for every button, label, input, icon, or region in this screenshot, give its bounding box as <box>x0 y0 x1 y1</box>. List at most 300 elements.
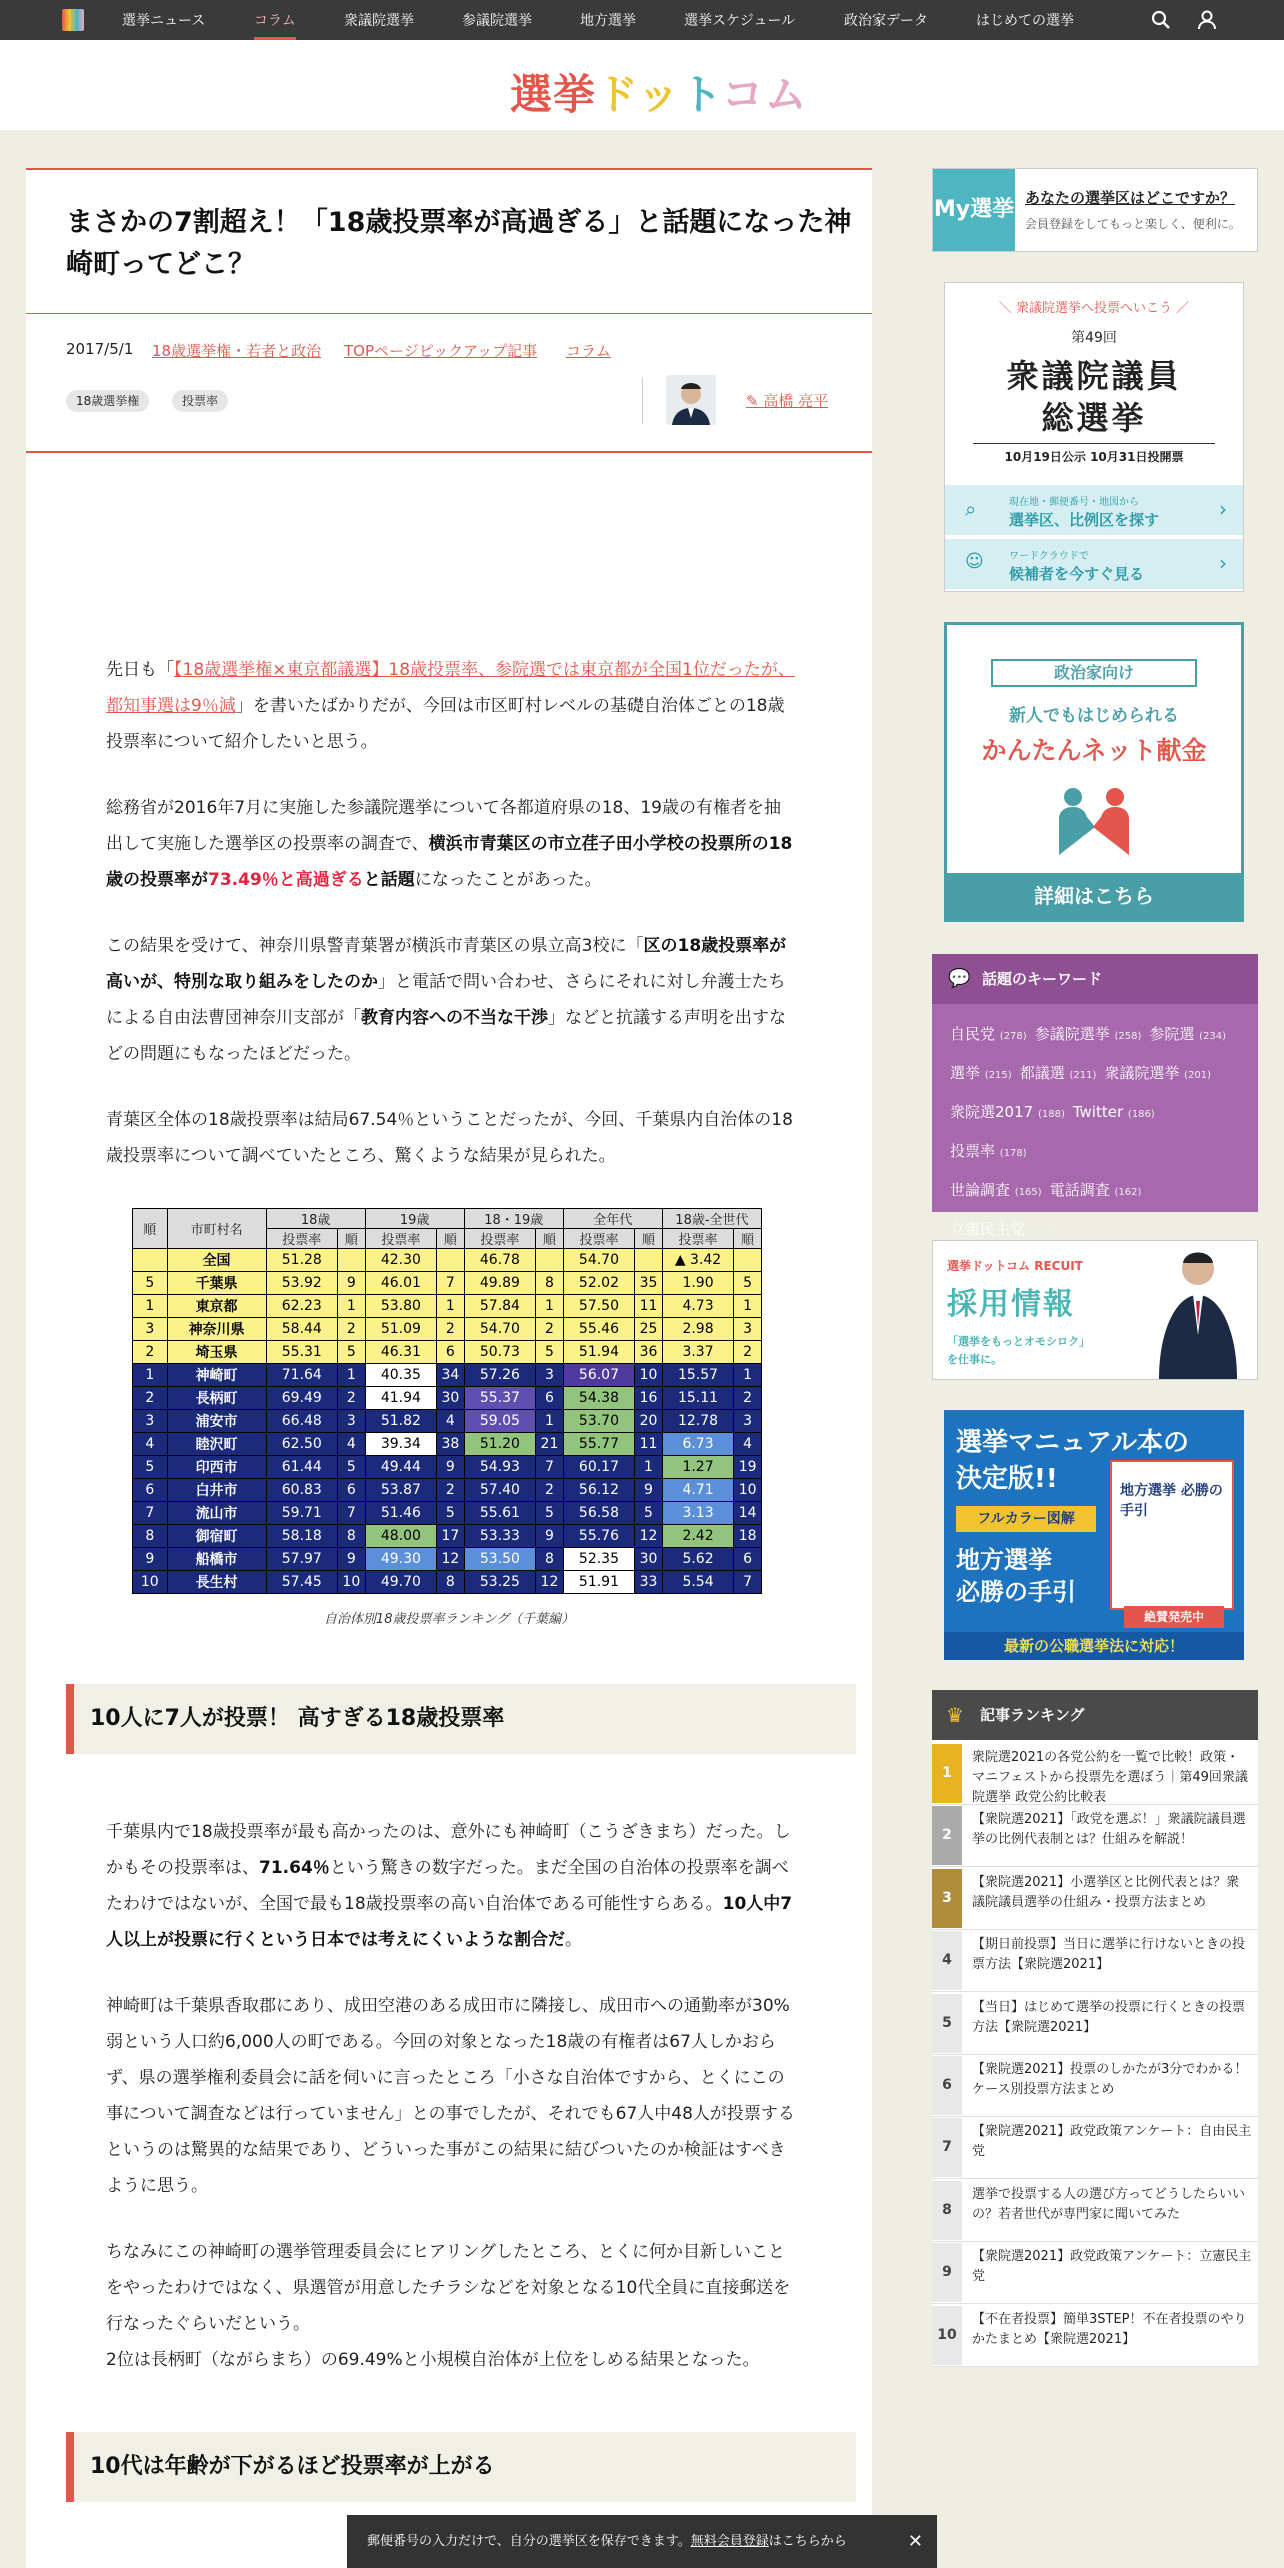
ranking-number: 4 <box>932 1931 962 1990</box>
tag-18senkyoken[interactable]: 18歳選挙権 <box>66 390 149 412</box>
ranking-number: 5 <box>932 1994 962 2053</box>
p2-text-d: になったことがあった。 <box>414 870 602 890</box>
author-avatar[interactable] <box>666 375 716 425</box>
ranking-table <box>132 1208 762 1594</box>
table-cell: 3 <box>734 1410 762 1433</box>
table-cell: 2 <box>133 1387 168 1410</box>
recruit-banner[interactable] <box>932 1240 1258 1380</box>
ranking-item[interactable] <box>932 1992 1258 2055</box>
ranking-title-text: 【衆院選2021】政党政策アンケート：自由民主党 <box>972 2124 1252 2160</box>
banner2-line1: 新人でもはじめられる <box>1009 706 1179 726</box>
table-cell: 56.07 <box>563 1364 634 1387</box>
keyword-link[interactable] <box>1035 1025 1142 1043</box>
keyword-count: (162) <box>1114 1187 1142 1198</box>
table-cell: 16 <box>635 1387 663 1410</box>
ranking-number: 6 <box>932 2056 962 2115</box>
table-cell: 1 <box>133 1364 168 1387</box>
table-cell: 38 <box>437 1433 465 1456</box>
my-senkyo-box[interactable] <box>932 168 1258 252</box>
th-sub: 順 <box>338 1229 366 1249</box>
table-cell: 全国 <box>167 1249 266 1272</box>
table-cell: 2.42 <box>662 1525 733 1548</box>
table-cell: 1 <box>437 1295 465 1318</box>
keyword-count: (178) <box>999 1148 1027 1159</box>
nav-item-news[interactable]: 選挙ニュース <box>122 13 206 29</box>
chat-bubble-icon: 💬 <box>948 968 971 989</box>
table-cell: 10 <box>635 1364 663 1387</box>
th-sub: 投票率 <box>563 1229 634 1249</box>
table-cell <box>734 1249 762 1272</box>
keyword-link[interactable] <box>950 1142 1027 1160</box>
banner1-candidate-button[interactable] <box>945 539 1243 589</box>
p7-text-a: ちなみにこの神崎町の選挙管理委員会にヒアリングしたところ、とくに何か目新しいことをやったわけではなく、県選管が用意したチラシなどを対象となる10代全員に直接郵送を行なったぐらいだという。 <box>106 2242 791 2334</box>
table-cell: 浦安市 <box>167 1410 266 1433</box>
keyword-word: 選挙 <box>950 1064 981 1082</box>
ranking-item[interactable] <box>932 2241 1258 2304</box>
table-cell: 埼玉県 <box>167 1341 266 1364</box>
top-navigation <box>0 0 1284 40</box>
table-cell: 53.92 <box>266 1272 337 1295</box>
keyword-count: (188) <box>1037 1109 1065 1120</box>
table-cell: 61.44 <box>266 1456 337 1479</box>
table-cell: 56.58 <box>563 1502 634 1525</box>
table-row <box>133 1341 762 1364</box>
p5-text-c: という驚きの数字だった。まだ全国の自治体の投票率を調べたわけではないが、全国で最も18歳投票率の高い自治体である可能性すらある。 <box>106 1858 789 1914</box>
table-cell: 9 <box>133 1548 168 1571</box>
ranking-title-text: 【衆院選2021】「政党を選ぶ！」衆議院議員選挙の比例代表制とは？仕組みを解説！ <box>972 1812 1246 1848</box>
table-cell: 12 <box>635 1525 663 1548</box>
table-cell: 5 <box>536 1341 564 1364</box>
chevron-right-icon: › <box>1219 497 1227 521</box>
table-cell: 46.01 <box>365 1272 436 1295</box>
table-cell: 49.44 <box>365 1456 436 1479</box>
paragraph-3 <box>106 928 796 1072</box>
keyword-count: (186) <box>1127 1109 1155 1120</box>
ranking-table-image <box>132 1208 762 1594</box>
nav-item-shugiin[interactable]: 衆議院選挙 <box>344 13 414 29</box>
table-cell: 3 <box>536 1364 564 1387</box>
crown-icon: ♛ <box>946 1703 964 1727</box>
table-cell: 長柄町 <box>167 1387 266 1410</box>
recruit-brand: 選挙ドットコム RECUIT <box>947 1259 1083 1273</box>
table-row <box>133 1525 762 1548</box>
table-cell: 54.93 <box>464 1456 535 1479</box>
table-cell: 神崎町 <box>167 1364 266 1387</box>
keyword-count: (201) <box>1184 1070 1212 1081</box>
table-cell: 15.11 <box>662 1387 733 1410</box>
donation-banner[interactable] <box>944 622 1244 922</box>
table-row <box>133 1410 762 1433</box>
table-row <box>133 1479 762 1502</box>
table-cell: 55.46 <box>563 1318 634 1341</box>
table-cell: 62.50 <box>266 1433 337 1456</box>
table-cell: 19 <box>734 1456 762 1479</box>
ranking-header <box>932 1690 1258 1740</box>
keyword-word: 衆議院選挙 <box>1104 1064 1180 1082</box>
table-cell: 48.00 <box>365 1525 436 1548</box>
recruit-person-illustration <box>1143 1243 1253 1379</box>
banner1-btn2-small: ワードクラウドで <box>1009 551 1089 562</box>
category-link-top-pickup[interactable]: TOPページピックアップ記事 <box>344 342 538 360</box>
banner1-search-button[interactable] <box>945 485 1243 535</box>
site-logo-mini[interactable] <box>62 9 84 31</box>
manual-sale-badge: 絶賛発売中 <box>1124 1606 1224 1628</box>
table-cell: 57.26 <box>464 1364 535 1387</box>
keyword-word: 参議院選挙 <box>1034 1025 1110 1043</box>
table-cell: 1 <box>536 1295 564 1318</box>
ranking-title-text: 【当日】はじめて選挙の投票に行くときの投票方法【衆院選2021】 <box>972 1999 1246 2035</box>
keywords-header <box>932 954 1258 1004</box>
table-cell: 49.30 <box>365 1548 436 1571</box>
p3-text-a: この結果を受けて、神奈川県警青葉署が横浜市青葉区の県立高3校に「 <box>106 936 644 956</box>
keyword-link[interactable] <box>1020 1064 1097 1082</box>
table-cell: 11 <box>635 1433 663 1456</box>
table-cell: 2 <box>133 1341 168 1364</box>
table-cell: 8 <box>338 1525 366 1548</box>
keyword-word: 電話調査 <box>1049 1181 1110 1199</box>
category-link-column[interactable]: コラム <box>566 342 611 360</box>
table-cell: 5.62 <box>662 1548 733 1571</box>
chevron-right-icon: › <box>1219 551 1227 575</box>
table-cell: 11 <box>635 1295 663 1318</box>
th-rank: 順 <box>133 1209 168 1249</box>
table-cell: 1 <box>338 1295 366 1318</box>
banner1-line1: 衆議院議員 <box>1006 357 1182 395</box>
table-cell: 52.35 <box>563 1548 634 1571</box>
banner1-btn1-small: 現在地・郵便番号・地図から <box>1009 497 1139 508</box>
table-cell: 54.70 <box>464 1318 535 1341</box>
keyword-count: (234) <box>1199 1031 1227 1042</box>
p3-text-e: 」などと抗議する声明を出すなどの問題にもなったほどだった。 <box>106 1008 786 1064</box>
table-cell: 17 <box>437 1525 465 1548</box>
ranking-title-text: 【不在者投票】簡単3STEP！不在者投票のやりかたまとめ【衆院選2021】 <box>972 2311 1247 2347</box>
keyword-link[interactable] <box>950 1103 1065 1121</box>
keyword-word: 立憲民主党 <box>950 1220 1026 1238</box>
table-cell: 6 <box>437 1341 465 1364</box>
person-icon: ☺ <box>965 551 984 572</box>
table-cell: 21 <box>536 1433 564 1456</box>
table-cell: 51.82 <box>365 1410 436 1433</box>
table-cell: 5 <box>133 1456 168 1479</box>
table-cell: 1 <box>734 1364 762 1387</box>
site-logo[interactable]: 選挙ドットコム <box>510 70 808 119</box>
tag-touhyouritsu[interactable]: 投票率 <box>172 390 228 412</box>
paragraph-6: 神崎町は千葉県香取郡にあり、成田空港のある成田市に隣接し、成田市への通勤率が30%弱という人口約6,000人の町である。今回の対象となった18歳の有権者は67人しかおらず、県の選挙権利委員会に話を伺いに言ったところ「小さな自治体ですから、とくにこの事について調査などは行っていません」との事でしたが、それでも67人中48人が投票するというのは驚異的な結果であり、どういった事がこの結果に結びついたのか検証はすべきように思う。 <box>106 1996 795 2196</box>
p5-bold-d: 10人中7人以上が投票に行くという日本では考えにくいような割合だ <box>106 1894 793 1950</box>
nav-item-local[interactable]: 地方選挙 <box>580 13 636 29</box>
keyword-link[interactable] <box>950 1181 1042 1199</box>
th-18: 18歳 <box>266 1209 365 1229</box>
keyword-word: 衆院選2017 <box>950 1103 1034 1121</box>
banner2-cta[interactable]: 詳細はこちら <box>947 873 1241 919</box>
table-cell: 53.25 <box>464 1571 535 1594</box>
banner1-dates: 10月19日公示 10月31日投開票 <box>973 443 1215 465</box>
table-cell: 54.38 <box>563 1387 634 1410</box>
table-cell: 51.28 <box>266 1249 337 1272</box>
handshake-illustration <box>1049 785 1139 855</box>
keywords-title: 話題のキーワード <box>982 970 1103 988</box>
ranking-item[interactable] <box>932 1804 1258 1867</box>
table-row <box>133 1571 762 1594</box>
author-divider <box>642 378 643 424</box>
table-cell: 51.20 <box>464 1433 535 1456</box>
keyword-link[interactable] <box>1149 1025 1226 1043</box>
table-cell: 49.70 <box>365 1571 436 1594</box>
table-cell: 9 <box>536 1525 564 1548</box>
table-cell <box>536 1249 564 1272</box>
signup-text-post: はこちらから <box>768 2534 847 2549</box>
ranking-item[interactable] <box>932 1867 1258 1930</box>
table-cell: 30 <box>437 1387 465 1410</box>
table-cell: 51.94 <box>563 1341 634 1364</box>
table-cell: 3 <box>133 1318 168 1341</box>
table-cell: 9 <box>635 1479 663 1502</box>
table-cell: 3 <box>338 1410 366 1433</box>
table-cell: 20 <box>635 1410 663 1433</box>
table-cell: 9 <box>338 1272 366 1295</box>
user-icon[interactable] <box>1196 9 1218 31</box>
table-cell: 2 <box>437 1318 465 1341</box>
ranking-number: 7 <box>932 2118 962 2177</box>
manual-bottom: 最新の公職選挙法に対応！ <box>944 1632 1244 1660</box>
table-row <box>133 1433 762 1456</box>
table-cell: 6 <box>338 1479 366 1502</box>
recruit-sub1: 「選挙をもっとオモシロク」 <box>947 1335 1090 1348</box>
ranking-title: 記事ランキング <box>980 1706 1085 1724</box>
table-cell: 1 <box>734 1295 762 1318</box>
table-cell: 51.09 <box>365 1318 436 1341</box>
table-cell: 53.87 <box>365 1479 436 1502</box>
paragraph-1 <box>106 652 796 760</box>
p7-text-b: 2位は長柄町（ながらまち）の69.49%と小規模自治体が上位をしめる結果となった。 <box>106 2350 760 2370</box>
table-cell: 8 <box>133 1525 168 1548</box>
p1-text-post: 」を書いたばかりだが、今回は市区町村レベルの基礎自治体ごとの18歳投票率について紹介したいと思う。 <box>106 696 785 752</box>
table-cell: 1 <box>635 1456 663 1479</box>
th-1819: 18・19歳 <box>464 1209 563 1229</box>
table-row <box>133 1456 762 1479</box>
table-cell: 3.13 <box>662 1502 733 1525</box>
table-cell: 5 <box>437 1502 465 1525</box>
ranking-item[interactable] <box>932 2304 1258 2367</box>
table-cell: 2 <box>338 1318 366 1341</box>
table-cell: 12 <box>536 1571 564 1594</box>
table-cell: 36 <box>635 1341 663 1364</box>
table-cell: 5 <box>536 1502 564 1525</box>
table-cell: 41.94 <box>365 1387 436 1410</box>
author-name: 高橋 亮平 <box>763 392 829 410</box>
author-link[interactable] <box>746 390 828 411</box>
table-cell: 60.17 <box>563 1456 634 1479</box>
keyword-link[interactable] <box>1104 1064 1211 1082</box>
p3-text-c: 」と電話で問い合わせ、さらにそれに対し弁護士たちによる自由法曹団神奈川支部が「 <box>106 972 786 1028</box>
table-cell: 2 <box>536 1318 564 1341</box>
keyword-link[interactable] <box>1073 1103 1155 1121</box>
keyword-link[interactable] <box>950 1025 1027 1043</box>
manual-book-banner[interactable] <box>944 1410 1244 1660</box>
table-cell: 10 <box>133 1571 168 1594</box>
manual-book-cover-title: 地方選挙 必勝の手引 <box>1120 1483 1223 1519</box>
banner1-top: ＼ 衆議院選挙へ投票へいこう ／ <box>998 301 1190 316</box>
ranking-number: 9 <box>932 2243 962 2302</box>
manual-line1: 選挙マニュアル本の <box>956 1428 1189 1458</box>
table-cell: 1 <box>133 1295 168 1318</box>
table-row <box>133 1249 762 1272</box>
table-cell: 55.76 <box>563 1525 634 1548</box>
keyword-word: Twitter <box>1072 1103 1124 1121</box>
table-cell: 57.84 <box>464 1295 535 1318</box>
table-cell: 10 <box>338 1571 366 1594</box>
table-cell: 5 <box>133 1272 168 1295</box>
paragraph-4: 青葉区全体の18歳投票率は結局67.54％ということだったが、今回、千葉県内自治体の18歳投票率について調べていたところ、驚くような結果が見られた。 <box>106 1110 793 1166</box>
table-cell: 2 <box>536 1479 564 1502</box>
ranking-title-text: 選挙で投票する人の選び方ってどうしたらいいの？若者世代が専門家に聞いてみた <box>972 2186 1246 2222</box>
table-cell: 8 <box>536 1548 564 1571</box>
banner1-number: 第49回 <box>1071 330 1117 346</box>
ranking-item[interactable] <box>932 2116 1258 2179</box>
close-icon[interactable]: ✕ <box>907 2531 923 2552</box>
table-cell: 12.78 <box>662 1410 733 1433</box>
keyword-link[interactable] <box>950 1064 1012 1082</box>
table-cell: 5 <box>734 1272 762 1295</box>
table-cell: 69.49 <box>266 1387 337 1410</box>
table-cell: 8 <box>437 1571 465 1594</box>
table-cell: 8 <box>536 1272 564 1295</box>
table-cell: 5 <box>338 1456 366 1479</box>
paragraph-7 <box>106 2234 796 2378</box>
my-senkyo-title[interactable]: あなたの選挙区はどこですか？ <box>1025 189 1236 207</box>
table-cell: 2.98 <box>662 1318 733 1341</box>
keyword-count: (165) <box>1014 1187 1042 1198</box>
ranking-title-text: 【衆院選2021】政党政策アンケート：立憲民主党 <box>972 2249 1252 2285</box>
table-cell: 30 <box>635 1548 663 1571</box>
th-sub: 投票率 <box>662 1229 733 1249</box>
keyword-link[interactable] <box>950 1220 1057 1238</box>
nav-item-sangiin[interactable]: 参議院選挙 <box>462 13 532 29</box>
nav-item-column[interactable]: コラム <box>254 0 296 40</box>
table-cell: 神奈川県 <box>167 1318 266 1341</box>
ranking-item[interactable] <box>932 1742 1258 1805</box>
table-cell: 3 <box>734 1318 762 1341</box>
table-cell: 59.71 <box>266 1502 337 1525</box>
ranking-number: 2 <box>932 1806 962 1865</box>
table-cell: 57.45 <box>266 1571 337 1594</box>
table-cell: 白井市 <box>167 1479 266 1502</box>
manual-ribbon: フルカラー図解 <box>956 1506 1096 1532</box>
table-cell: 57.40 <box>464 1479 535 1502</box>
table-cell: 2 <box>437 1479 465 1502</box>
section-heading-2: 10代は年齢が下がるほど投票率が上がる <box>66 2432 856 2502</box>
p2-highlight: 73.49％と高過ぎる <box>208 870 364 890</box>
table-cell: 2 <box>338 1387 366 1410</box>
search-icon[interactable] <box>1150 9 1172 31</box>
table-cell: 18 <box>734 1525 762 1548</box>
table-cell: 4 <box>734 1433 762 1456</box>
table-cell: 3 <box>133 1410 168 1433</box>
table-cell: 59.05 <box>464 1410 535 1433</box>
table-cell: ▲ 3.42 <box>662 1249 733 1272</box>
table-cell: 14 <box>734 1502 762 1525</box>
table-cell: 55.61 <box>464 1502 535 1525</box>
table-cell: 53.70 <box>563 1410 634 1433</box>
table-row <box>133 1502 762 1525</box>
ranking-number: 1 <box>932 1744 962 1803</box>
p2-text-a: 総務省が2016年7月に実施した参議院選挙について各都道府県の18、19歳の有権者を抽出して実施した選挙区の投票率の調査で、 <box>106 798 782 854</box>
table-cell: 睦沢町 <box>167 1433 266 1456</box>
table-cell: 55.77 <box>563 1433 634 1456</box>
table-cell: 58.18 <box>266 1525 337 1548</box>
keyword-word: 投票率 <box>950 1142 996 1160</box>
category-link-18[interactable]: 18歳選挙権・若者と政治 <box>152 342 322 360</box>
th-diff: 18歳-全世代 <box>662 1209 761 1229</box>
table-cell: 55.37 <box>464 1387 535 1410</box>
p5-text-a: 千葉県内で18歳投票率が最も高かったのは、意外にも神崎町（こうざきまち）だった。しかもその投票率は、 <box>106 1822 791 1878</box>
table-row <box>133 1272 762 1295</box>
table-cell: 1.27 <box>662 1456 733 1479</box>
table-cell: 62.23 <box>266 1295 337 1318</box>
ranking-item[interactable] <box>932 1929 1258 1992</box>
article <box>26 168 872 2568</box>
ranking-title-text: 衆院選2021の各党公約を一覧で比較！政策・マニフェストから投票先を選ぼう｜第49回衆議院選挙 政党公約比較表 <box>972 1750 1248 1805</box>
table-cell: 35 <box>635 1272 663 1295</box>
table-cell: 60.83 <box>266 1479 337 1502</box>
ranking-title-text: 【衆院選2021】小選挙区と比例代表とは？衆議院議員選挙の仕組み・投票方法まとめ <box>972 1874 1240 1910</box>
article-date: 2017/5/1 <box>66 340 134 358</box>
election-banner[interactable] <box>944 282 1244 592</box>
table-cell: 66.48 <box>266 1410 337 1433</box>
keywords-list <box>950 1016 1246 1250</box>
ranking-item[interactable] <box>932 2054 1258 2117</box>
banner2-label: 政治家向け <box>991 659 1197 687</box>
table-cell: 6 <box>133 1479 168 1502</box>
table-cell: 長生村 <box>167 1571 266 1594</box>
table-cell: 4.73 <box>662 1295 733 1318</box>
section-heading-1: 10人に7人が投票！ 高すぎる18歳投票率 <box>66 1684 856 1754</box>
recruit-title: 採用情報 <box>947 1287 1075 1322</box>
table-cell <box>133 1249 168 1272</box>
ranking-item[interactable] <box>932 2179 1258 2242</box>
nav-item-schedule[interactable]: 選挙スケジュール <box>684 13 796 29</box>
table-cell <box>635 1249 663 1272</box>
keyword-count: (215) <box>984 1070 1012 1081</box>
table-cell: 40.35 <box>365 1364 436 1387</box>
signup-text: 郵便番号の入力だけで、自分の選挙区を保存できます。 <box>367 2534 691 2549</box>
table-row <box>133 1387 762 1410</box>
table-cell: 51.46 <box>365 1502 436 1525</box>
nav-item-beginner[interactable]: はじめての選挙 <box>976 13 1074 29</box>
nav-item-politicians[interactable]: 政治家データ <box>844 13 928 29</box>
th-sub: 順 <box>536 1229 564 1249</box>
manual-book-line2: 必勝の手引 <box>956 1578 1076 1606</box>
p2-bold-c: と話題 <box>363 870 415 890</box>
p3-bold-d: 教育内容への不当な干渉 <box>361 1008 548 1028</box>
table-row <box>133 1318 762 1341</box>
keywords-box <box>932 954 1258 1238</box>
table-cell: 4.71 <box>662 1479 733 1502</box>
related-article-link[interactable]: 【18歳選挙権×東京都議選】18歳投票率、参院選では東京都が全国1位だったが、都知事選は9％減 <box>106 660 795 716</box>
table-cell: 56.12 <box>563 1479 634 1502</box>
signup-link[interactable]: 無料会員登録 <box>690 2534 769 2549</box>
keyword-link[interactable] <box>1050 1181 1142 1199</box>
table-cell: 52.02 <box>563 1272 634 1295</box>
p5-text-e: 。 <box>565 1930 582 1950</box>
table-cell: 57.97 <box>266 1548 337 1571</box>
my-senkyo-sub: 会員登録をしてもっと楽しく、便利に。 <box>1025 217 1241 231</box>
table-caption: 自治体別18歳投票率ランキング（千葉編） <box>323 1612 575 1627</box>
keyword-word: 世論調査 <box>950 1181 1011 1199</box>
table-cell: 53.50 <box>464 1548 535 1571</box>
th-sub: 順 <box>734 1229 762 1249</box>
th-all: 全年代 <box>563 1209 662 1229</box>
